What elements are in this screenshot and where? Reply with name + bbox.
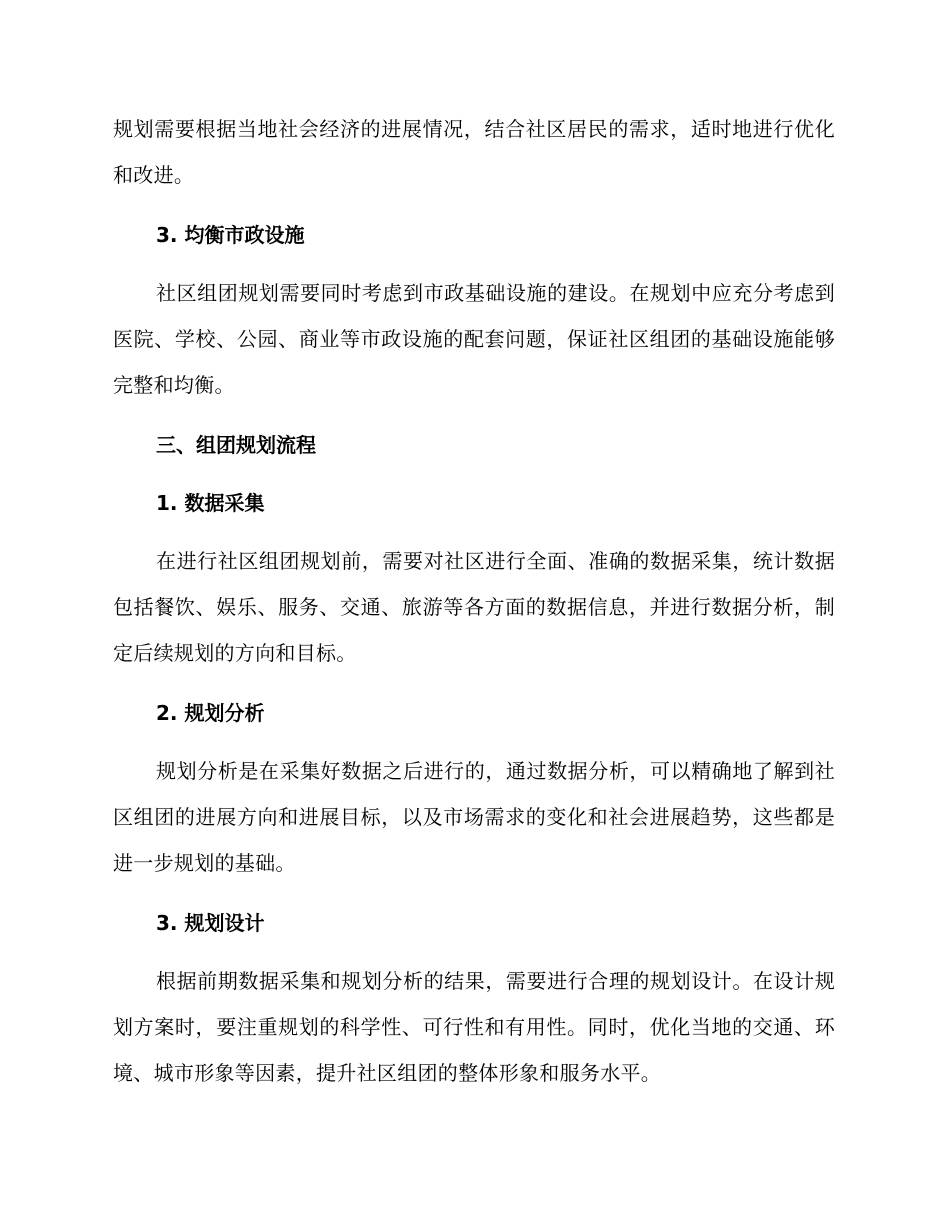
heading-planning-analysis: 2. 规划分析 — [156, 701, 265, 725]
paragraph-data-collection: 在进行社区组团规划前，需要对社区进行全面、准确的数据采集，统计数据包括餐饮、娱乐、服务、交通、旅游等各方面的数据信息，并进行数据分析，制定后续规划的方向和目标。 — [113, 549, 835, 665]
section-heading-planning-process: 三、组团规划流程 — [156, 433, 316, 457]
paragraph-planning-design: 根据前期数据采集和规划分析的结果，需要进行合理的规划设计。在设计规划方案时，要注重规划的科学性、可行性和有用性。同时，优化当地的交通、环境、城市形象等因素，提升社区组团的整体形象和服务水平。 — [113, 969, 835, 1085]
paragraph-planning-analysis: 规划分析是在采集好数据之后进行的，通过数据分析，可以精确地了解到社区组团的进展方向和进展目标，以及市场需求的变化和社会进展趋势，这些都是进一步规划的基础。 — [113, 759, 835, 875]
heading-balanced-municipal-facilities: 3. 均衡市政设施 — [156, 223, 305, 247]
paragraph-continuation: 规划需要根据当地社会经济的进展情况，结合社区居民的需求，适时地进行优化和改进。 — [113, 117, 835, 187]
paragraph-municipal-facilities: 社区组团规划需要同时考虑到市政基础设施的建设。在规划中应充分考虑到医院、学校、公园、商业等市政设施的配套问题，保证社区组团的基础设施能够完整和均衡。 — [113, 281, 835, 397]
document-page — [113, 106, 835, 1096]
heading-data-collection: 1. 数据采集 — [156, 491, 265, 515]
heading-planning-design: 3. 规划设计 — [156, 911, 265, 935]
